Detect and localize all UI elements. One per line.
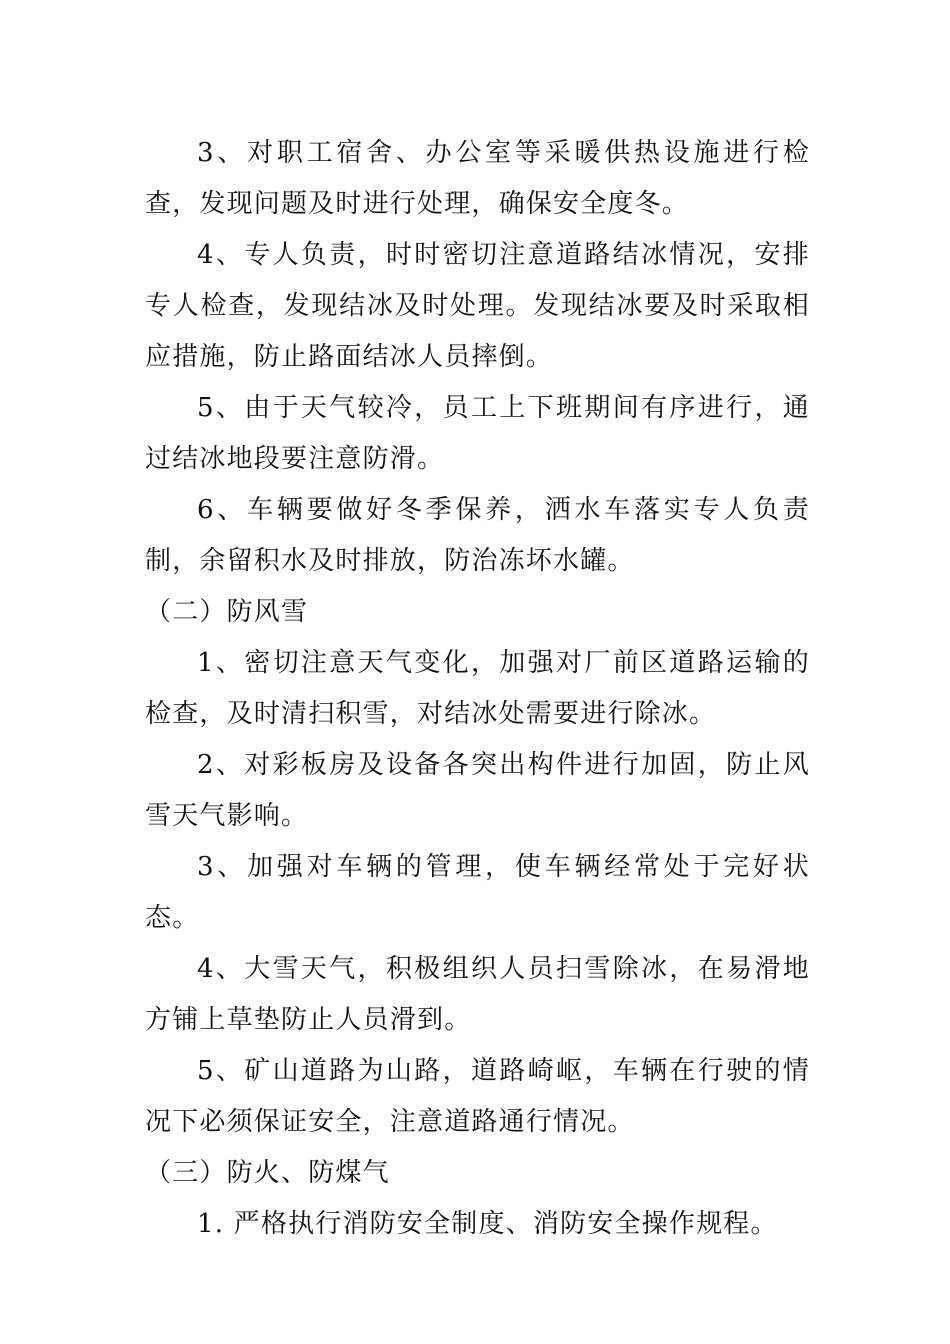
section-heading-wind-snow: （二）防风雪 [145, 597, 309, 627]
document-body [145, 128, 810, 1250]
paragraph-snow-clearing: 4、大雪天气，积极组织人员扫雪除冰，在易滑地方铺上草垫防止人员滑到。 [145, 954, 810, 1035]
paragraph-vehicle-management: 3、加强对车辆的管理，使车辆经常处于完好状态。 [145, 852, 810, 933]
paragraph-mountain-road: 5、矿山道路为山路，道路崎岖，车辆在行驶的情况下必须保证安全，注意道路通行情况。 [145, 1056, 810, 1137]
paragraph-fire-safety-rules: 1. 严格执行消防安全制度、消防安全操作规程。 [197, 1209, 778, 1239]
paragraph-weather-monitoring: 1、密切注意天气变化，加强对厂前区道路运输的检查，及时清扫积雪，对结冰处需要进行除冰。 [145, 648, 810, 729]
paragraph-vehicle-maintenance: 6、车辆要做好冬季保养，洒水车落实专人负责制，余留积水及时排放，防治冻坏水罐。 [145, 495, 810, 576]
paragraph-commute-safety: 5、由于天气较冷，员工上下班期间有序进行，通过结冰地段要注意防滑。 [145, 393, 810, 474]
paragraph-heating-check: 3、对职工宿舍、办公室等采暖供热设施进行检查，发现问题及时进行处理，确保安全度冬。 [145, 138, 810, 219]
paragraph-road-ice-inspection: 4、专人负责，时时密切注意道路结冰情况，安排专人检查，发现结冰及时处理。发现结冰要及时采取相应措施，防止路面结冰人员摔倒。 [145, 240, 810, 372]
paragraph-structure-reinforcement: 2、对彩板房及设备各突出构件进行加固，防止风雪天气影响。 [145, 750, 810, 831]
section-heading-fire-gas: （三）防火、防煤气 [145, 1158, 390, 1188]
